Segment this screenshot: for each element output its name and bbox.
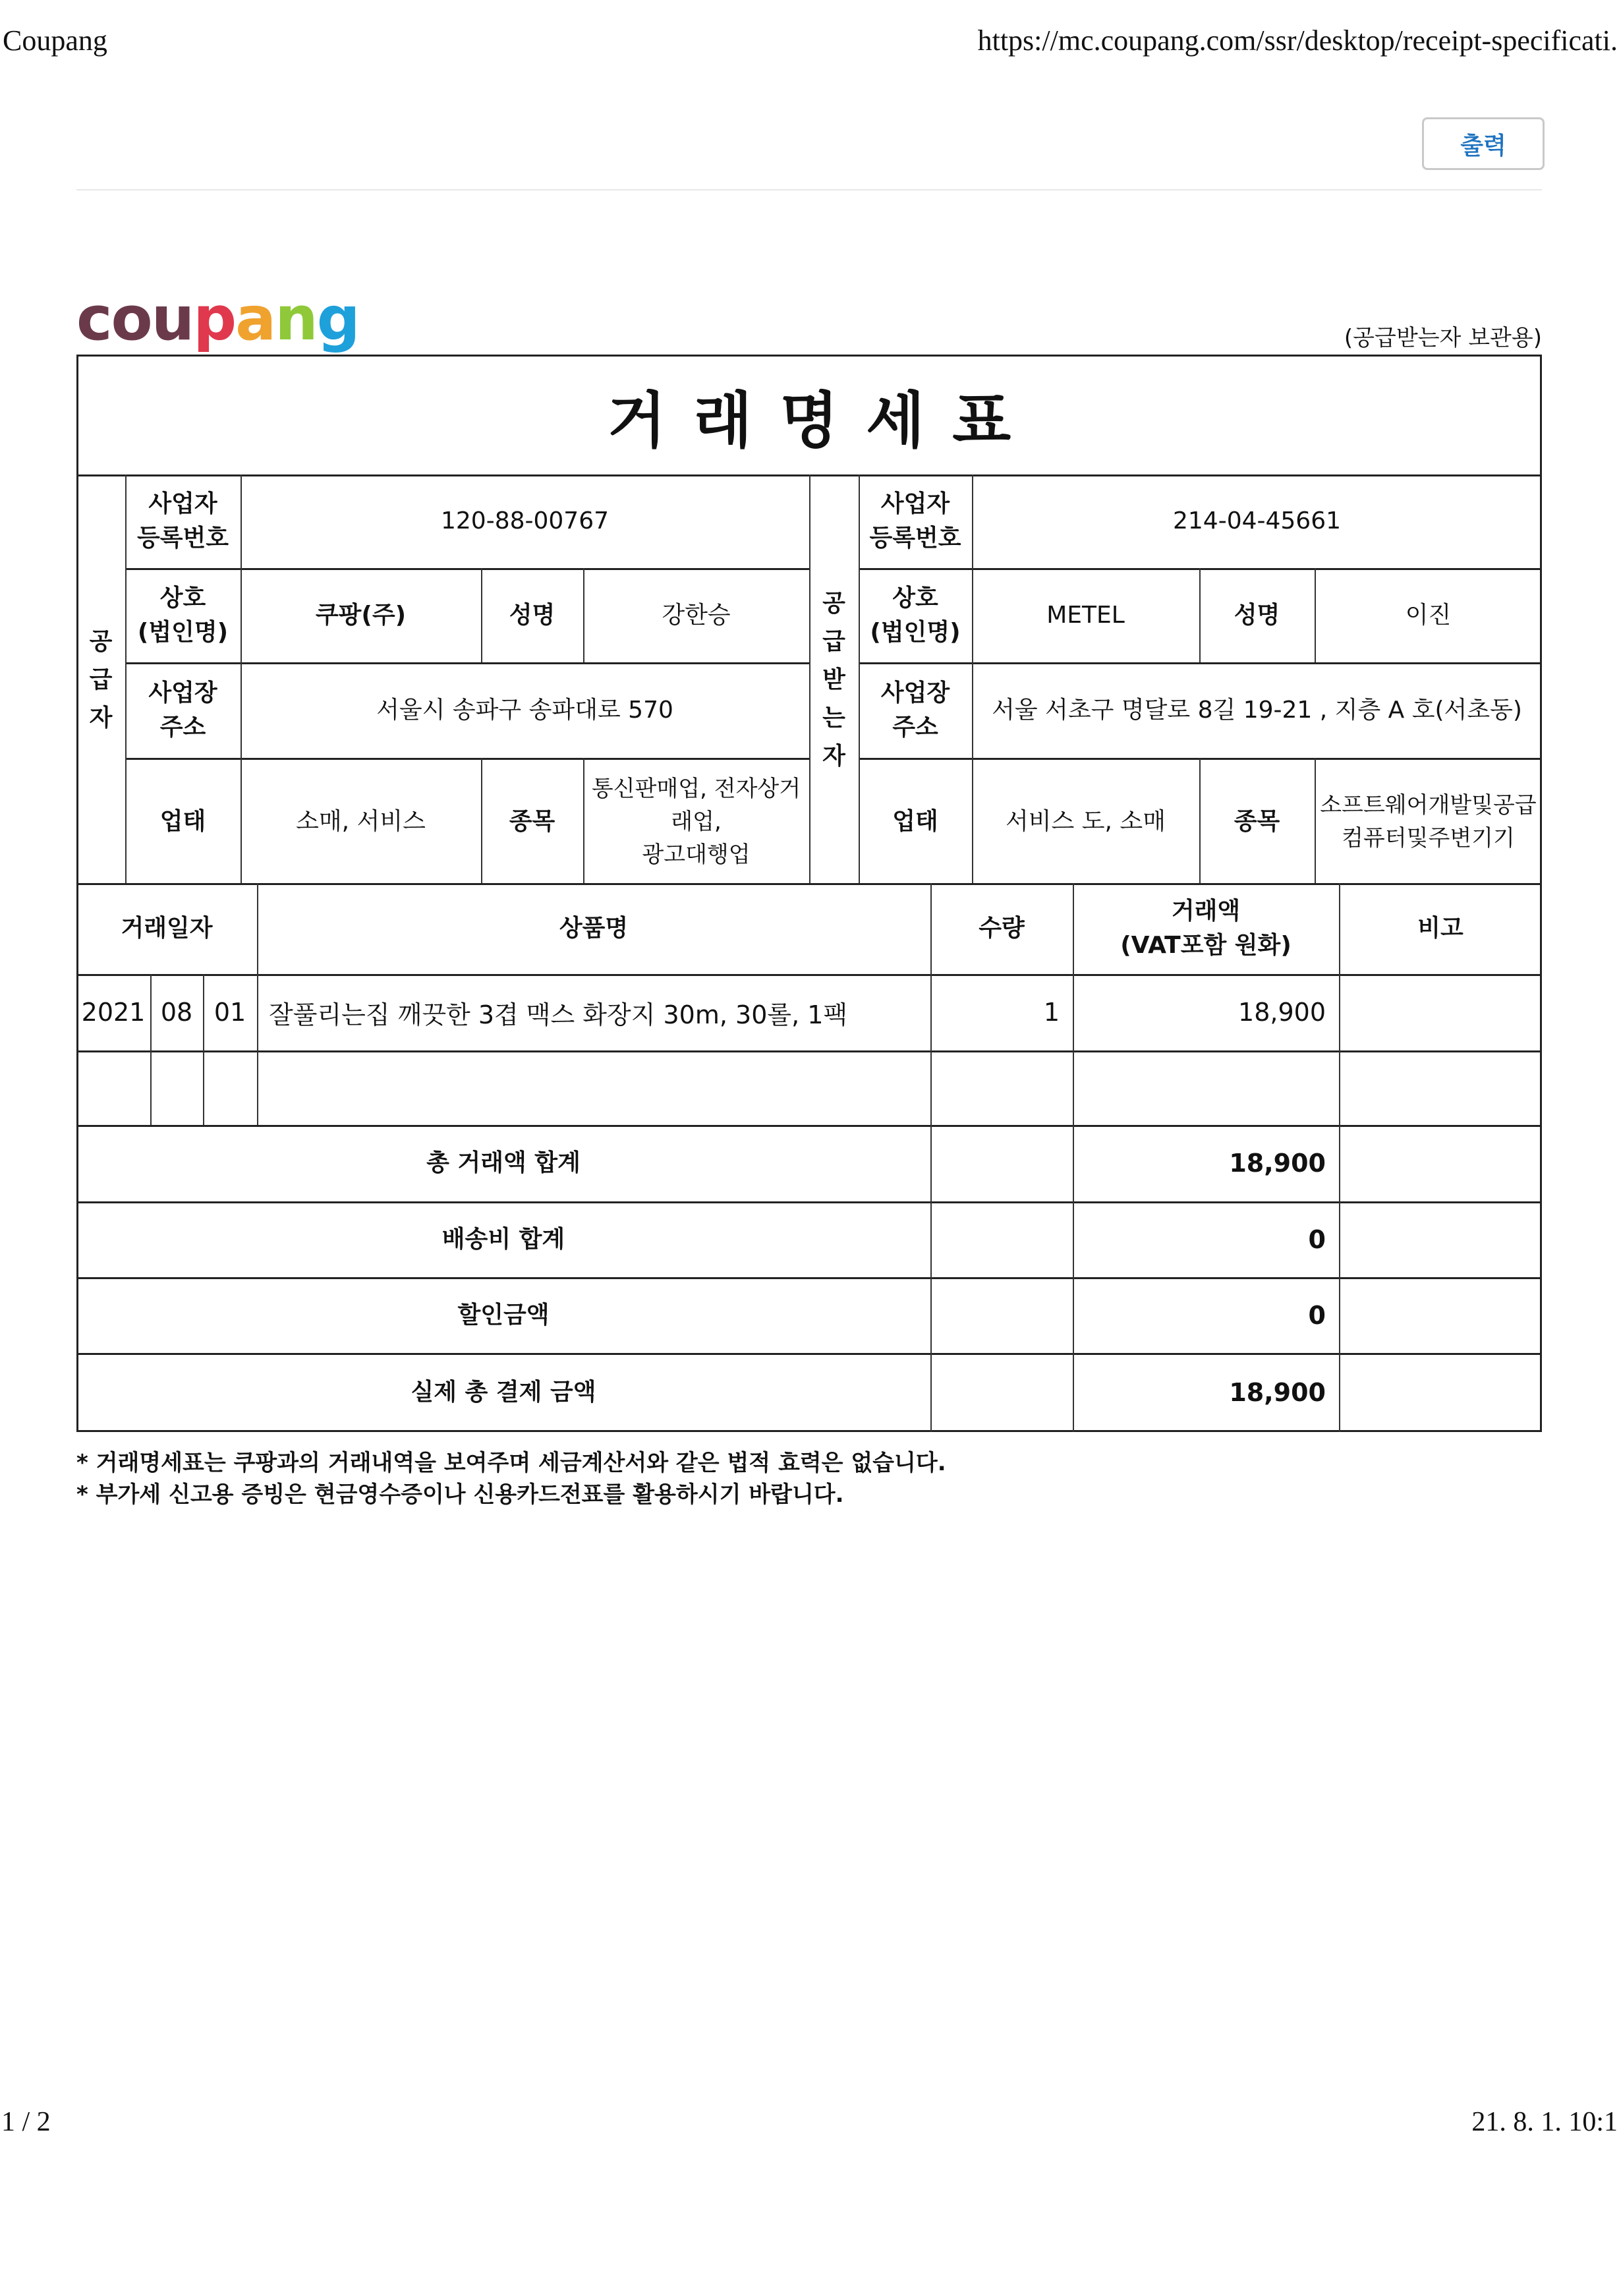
supplier-company: 쿠팡(주) (315, 601, 407, 629)
shipping-value: 0 (1308, 1224, 1326, 1254)
supplier-ceo-label: 성명 (509, 601, 555, 629)
buyer-address: 서울 서초구 명달로 8길 19-21 , 지층 A 호(서초동) (992, 696, 1522, 724)
buyer-company: METEL (1046, 601, 1125, 629)
buyer-company-label: 상호 (법인명) (870, 584, 961, 646)
logo-letter: u (151, 283, 194, 354)
supplier-address-label: 사업장 주소 (148, 679, 217, 741)
document-title-cell (76, 355, 1542, 476)
legal-note-1: * 거래명세표는 쿠팡과의 거래내역을 보여주며 세금계산서와 같은 법적 효력은 없습니다. (76, 1450, 946, 1476)
buyer-ceo-label: 성명 (1234, 601, 1280, 629)
grid-line (76, 1050, 1542, 1052)
logo-letter: g (316, 283, 359, 354)
browser-page-title: Coupang (3, 24, 107, 57)
page-number: 1 / 2 (1, 2107, 51, 2137)
buyer-address-label: 사업장 주소 (880, 679, 950, 741)
supplier-section-label-cell (76, 474, 125, 885)
supplier-section-label: 공급자 (89, 627, 113, 732)
buyer-biz-type: 서비스 도, 소매 (1006, 807, 1166, 835)
supplier-reg-no: 120-88-00767 (440, 507, 610, 534)
buyer-biz-type-label: 업태 (892, 807, 938, 835)
print-button[interactable]: 출력 (1422, 117, 1545, 170)
logo-letter: p (193, 283, 236, 354)
total-label: 총 거래액 합계 (426, 1149, 581, 1176)
row-amount: 18,900 (1238, 998, 1326, 1027)
header-qty: 수량 (979, 915, 1025, 942)
buyer-ceo: 이진 (1405, 601, 1452, 629)
header-amount: 거래액 (VAT포함 원화) (1120, 898, 1292, 959)
coupang-logo (76, 283, 359, 354)
header-product: 상품명 (559, 915, 629, 942)
buyer-biz-item-label: 종목 (1234, 807, 1280, 835)
supplier-biz-item-label: 종목 (509, 807, 555, 835)
shipping-label: 배송비 합계 (441, 1225, 565, 1253)
row-month: 08 (160, 998, 193, 1027)
final-payment-label: 실제 총 결제 금액 (411, 1379, 596, 1406)
final-payment-value: 18,900 (1229, 1378, 1326, 1407)
buyer-reg-no-label: 사업자 등록번호 (869, 490, 961, 552)
header-remarks: 비고 (1417, 915, 1463, 942)
supplier-ceo: 강한승 (662, 601, 731, 629)
logo-letter: a (235, 283, 275, 354)
document-title: 거래명세표 (607, 385, 1039, 456)
buyer-reg-no: 214-04-45661 (1172, 507, 1342, 534)
supplier-biz-type: 소매, 서비스 (296, 807, 426, 835)
copy-note: (공급받는자 보관용) (1344, 325, 1542, 351)
logo-letter: o (111, 283, 152, 354)
supplier-address: 서울시 송파구 송파대로 570 (376, 696, 673, 724)
buyer-section-label-cell (809, 474, 859, 885)
discount-label: 할인금액 (457, 1301, 550, 1329)
row-year: 2021 (81, 998, 146, 1027)
logo-letter: c (76, 283, 111, 354)
row-product: 잘풀리는집 깨끗한 3겹 맥스 화장지 30m, 30롤, 1팩 (269, 1000, 848, 1029)
supplier-company-label: 상호 (법인명) (137, 584, 229, 646)
discount-value: 0 (1308, 1300, 1326, 1330)
browser-url: https://mc.coupang.com/ssr/desktop/receipt-specificati. (977, 24, 1618, 57)
header-divider (76, 189, 1542, 190)
legal-note-2: * 부가세 신고용 증빙은 현금영수증이나 신용카드전표를 활용하시기 바랍니다. (76, 1481, 844, 1508)
buyer-biz-item: 소프트웨어개발및공급 컴퓨터및주변기기 (1320, 791, 1537, 851)
supplier-reg-no-label: 사업자 등록번호 (136, 490, 229, 552)
row-day: 01 (213, 998, 246, 1027)
buyer-section-label: 공급받는자 (822, 589, 845, 770)
header-date: 거래일자 (121, 915, 213, 942)
row-remarks (1339, 974, 1542, 1050)
row-qty: 1 (1043, 998, 1060, 1027)
total-value: 18,900 (1229, 1149, 1326, 1178)
supplier-biz-type-label: 업태 (159, 807, 206, 835)
print-datetime: 21. 8. 1. 10:1 (1471, 2107, 1618, 2137)
logo-letter: n (275, 283, 317, 354)
supplier-biz-item: 통신판매업, 전자상거 래업, 광고대행업 (591, 775, 801, 868)
